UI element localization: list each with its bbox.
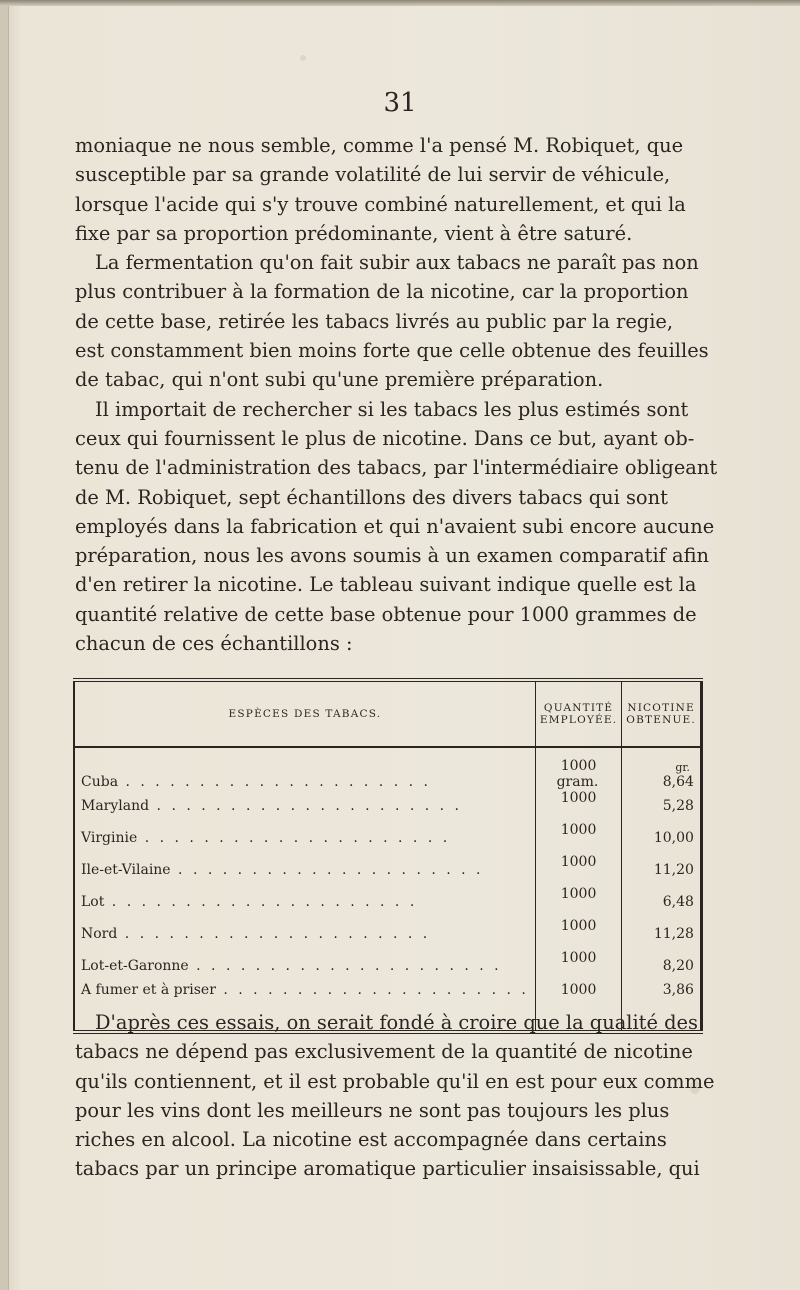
species-cell <box>74 822 535 854</box>
nicotine-cell <box>622 950 702 982</box>
nicotine-value: 3,86 <box>662 982 694 998</box>
text-line: ceux qui fournissent le plus de nicotine. Dans ce but, ayant ob- <box>75 426 695 450</box>
species-name: Lot <box>81 894 105 910</box>
quantity-value: 1000 <box>560 918 597 934</box>
page-number: 31 <box>383 88 417 118</box>
text-line: Il importait de rechercher si les tabacs les plus estimés sont <box>95 397 689 421</box>
quantity-value: 1000 <box>560 886 597 902</box>
species-cell <box>74 918 535 950</box>
leader-dots: . . . . . . . . . . . . . . . . . . . . . <box>104 894 418 910</box>
text-line: préparation, nous les avons soumis à un examen comparatif afin <box>75 544 710 568</box>
quantity-cell <box>535 854 621 886</box>
leader-dots: . . . . . . . . . . . . . . . . . . . . . <box>170 862 484 878</box>
quantity-value: 1000 <box>560 758 597 774</box>
nicotine-cell <box>622 747 702 790</box>
species-cell <box>74 790 535 822</box>
text-line: de cette base, retirée les tabacs livrés au public par la regie, <box>75 309 674 333</box>
quantity-cell <box>535 950 621 982</box>
species-name: Virginie <box>81 830 138 846</box>
species-name: Nord <box>81 926 118 942</box>
species-name: Ile-et-Vilaine <box>81 862 171 878</box>
nicotine-cell <box>622 854 702 886</box>
leader-dots: . . . . . . . . . . . . . . . . . . . . . <box>117 926 431 942</box>
table-row <box>74 950 701 982</box>
text-line: plus contribuer à la formation de la nicotine, car la proportion <box>75 280 689 304</box>
leader-dots: . . . . . . . . . . . . . . . . . . . . . <box>188 958 502 974</box>
text-line: chacun de ces échantillons : <box>75 632 353 656</box>
text-line: d'en retirer la nicotine. Le tableau suivant indique quelle est la <box>75 573 697 597</box>
paragraph-top <box>75 131 718 658</box>
text-line: riches en alcool. La nicotine est accompagnée dans certains <box>75 1128 667 1152</box>
table-row <box>74 822 701 854</box>
species-cell <box>74 950 535 982</box>
table-body <box>74 747 701 1032</box>
species-name: A fumer et à priser <box>81 982 216 998</box>
text-line: de M. Robiquet, sept échantillons des divers tabacs qui sont <box>75 485 668 509</box>
nicotine-value: 11,20 <box>653 862 694 878</box>
table-row <box>74 886 701 918</box>
text-line: D'après ces essais, on serait fondé à croire que la qualité des <box>95 1011 698 1034</box>
text-line: La fermentation qu'on fait subir aux tabacs ne paraît pas non <box>95 251 699 275</box>
text-line: tenu de l'administration des tabacs, par l'intermédiaire obligeant <box>75 456 718 480</box>
quantity-value: 1000 <box>560 790 597 806</box>
nicotine-value: 10,00 <box>653 830 694 846</box>
tobacco-nicotine-table <box>73 678 703 1034</box>
nicotine-value: 6,48 <box>662 894 694 910</box>
nicotine-cell <box>622 886 702 918</box>
table-row <box>74 747 701 790</box>
text-line: employés dans la fabrication et qui n'avaient subi encore aucune <box>75 514 715 538</box>
quantity-cell <box>535 918 621 950</box>
nicotine-value: 8,64 <box>662 774 694 790</box>
species-cell <box>74 886 535 918</box>
text-line: fixe par sa proportion prédominante, vient à être saturé. <box>75 221 633 245</box>
text-line: pour les vins dont les meilleurs ne sont pas toujours les plus <box>75 1098 670 1122</box>
species-name: Maryland <box>81 798 150 814</box>
page-top-edge <box>0 0 800 6</box>
nicotine-cell <box>622 790 702 822</box>
nicotine-cell <box>622 918 702 950</box>
table-row <box>74 854 701 886</box>
leader-dots: . . . . . . . . . . . . . . . . . . . . . <box>118 774 431 790</box>
quantity-cell <box>535 822 621 854</box>
species-cell <box>74 747 535 790</box>
quantity-value: 1000 <box>560 854 597 870</box>
species-name: Lot-et-Garonne <box>81 958 189 974</box>
leader-dots: . . . . . . . . . . . . . . . . . . . . . <box>215 982 529 998</box>
leader-dots: . . . . . . . . . . . . . . . . . . . . . <box>137 830 451 846</box>
text-line: quantité relative de cette base obtenue pour 1000 grammes de <box>75 602 697 626</box>
text-line: moniaque ne nous semble, comme l'a pensé M. Robiquet, que <box>75 134 684 157</box>
quantity-unit: gram. <box>556 774 599 790</box>
table-row <box>74 790 701 822</box>
header-quantity: QUANTITÉ EMPLOYÉE. <box>535 680 621 747</box>
text-line: tabacs ne dépend pas exclusivement de la quantité de nicotine <box>75 1040 693 1064</box>
paper-stain <box>300 55 306 61</box>
quantity-value: 1000 <box>560 822 597 838</box>
nicotine-value: 11,28 <box>653 926 694 942</box>
header-species: ESPÈCES DES TABACS. <box>74 680 535 747</box>
quantity-value: 1000 <box>560 950 597 966</box>
unit-grams-label: gr. <box>675 761 690 774</box>
species-name: Cuba <box>81 774 119 790</box>
leader-dots: . . . . . . . . . . . . . . . . . . . . . <box>149 798 463 814</box>
table-row <box>74 918 701 950</box>
nicotine-value: 5,28 <box>662 798 694 814</box>
table-header-row <box>74 680 701 747</box>
nicotine-value: 8,20 <box>662 958 694 974</box>
header-nicotine: NICOTINE OBTENUE. <box>622 680 702 747</box>
text-line: lorsque l'acide qui s'y trouve combiné naturellement, et qui la <box>75 192 686 216</box>
quantity-cell <box>535 886 621 918</box>
text-line: qu'ils contiennent, et il est probable qu'il en est pour eux comme <box>75 1069 715 1093</box>
nicotine-cell <box>622 822 702 854</box>
text-line: tabacs par un principe aromatique particulier insaisissable, qui <box>75 1157 700 1181</box>
quantity-cell <box>535 747 621 790</box>
quantity-cell <box>535 790 621 822</box>
species-cell <box>74 854 535 886</box>
paragraph-bottom <box>75 1008 715 1184</box>
quantity-value: 1000 <box>560 982 597 998</box>
text-line: est constamment bien moins forte que celle obtenue des feuilles <box>75 339 709 363</box>
text-line: susceptible par sa grande volatilité de lui servir de véhicule, <box>75 163 671 187</box>
page-binding-edge <box>0 0 9 1290</box>
text-line: de tabac, qui n'ont subi qu'une première préparation. <box>75 368 604 392</box>
